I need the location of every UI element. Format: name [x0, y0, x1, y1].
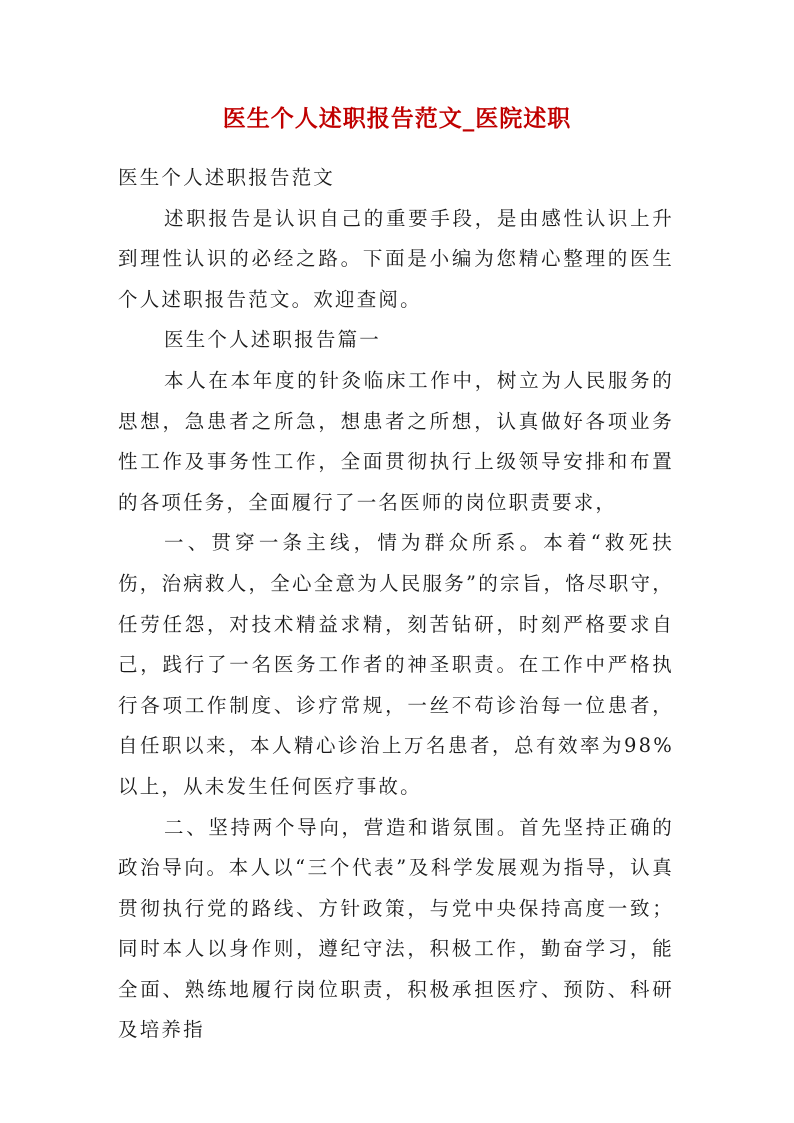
paragraph-point-one: 一、贯穿一条主线，情为群众所系。本着“救死扶伤，治病救人，全心全意为人民服务”的宗旨，恪尽职守，任劳任怨，对技术精益求精，刻苦钻研，时刻严格要求自己，践行了一名医务工作者的神圣职责。在工作中严格执行各项工作制度、诊疗常规，一丝不苟诊治每一位患者，自任职以来，本人精心诊治上万名患者，总有效率为98%以上，从未发生任何医疗事故。: [118, 531, 674, 798]
document-title: 医生个人述职报告范文_医院述职: [222, 105, 572, 132]
document-body: [118, 158, 674, 1051]
paragraph-point-two: 二、坚持两个导向，营造和谐氛围。首先坚持正确的政治导向。本人以“三个代表”及科学发展观为指导，认真贯彻执行党的路线、方针政策，与党中央保持高度一致；同时本人以身作则，遵纪守法，积极工作，勤奋学习，能全面、熟练地履行岗位职责，积极承担医疗、预防、科研及培养指: [118, 815, 674, 1042]
document-subtitle: 医生个人述职报告范文: [118, 166, 336, 189]
paragraph-intro: 述职报告是认识自己的重要手段，是由感性认识上升到理性认识的必经之路。下面是小编为您精心整理的医生个人述职报告范文。欢迎查阅。: [118, 206, 674, 311]
section-heading: 医生个人述职报告篇一: [164, 328, 382, 352]
paragraph-overview: 本人在本年度的针灸临床工作中，树立为人民服务的思想，急患者之所急，想患者之所想，认真做好各项业务性工作及事务性工作，全面贯彻执行上级领导安排和布置的各项任务，全面履行了一名医师的岗位职责要求，: [118, 368, 674, 514]
